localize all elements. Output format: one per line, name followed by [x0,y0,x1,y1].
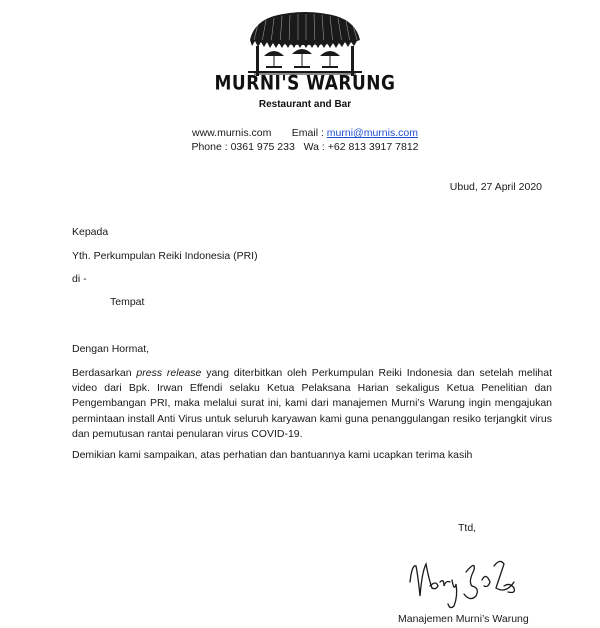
di-label: di - [72,273,87,285]
closing-paragraph: Demikian kami sampaikan, atas perhatian dan bantuannya kami ucapkan terima kasih [72,449,473,461]
email-link[interactable]: murni@murnis.com [326,127,418,139]
salutation: Dengan Hormat, [72,343,150,355]
letterhead [0,0,600,160]
website-link[interactable]: www.murnis.com [192,127,272,139]
wa-number: +62 813 3917 7812 [327,141,419,153]
handwritten-signature [396,542,526,614]
contact-line-1 [150,127,460,139]
brand-tagline: Restaurant and Bar [258,99,352,110]
email-label: Email : [291,127,324,139]
kepada-label: Kepada [72,226,109,238]
phone-label: Phone : [191,141,228,153]
place-date: Ubud, 27 April 2020 [449,181,542,193]
wa-label: Wa : [303,141,325,153]
ttd-label: Ttd, [458,522,477,534]
brand-name: MURNI'S WARUNG [214,72,396,95]
body-italic-press-release: press release [136,367,202,379]
body-text-1: Berdasarkan [72,367,137,379]
signer-name: Manajemen Murni’s Warung [398,613,529,625]
tempat-label: Tempat [110,296,145,308]
phone-number: 0361 975 233 [230,141,295,153]
recipient: Yth. Perkumpulan Reiki Indonesia (PRI) [72,250,258,262]
letter-body-paragraph [72,366,552,442]
body-text-2: yang diterbitkan oleh Perkumpulan Reiki Indonesia dan setelah melihat video dari Bpk. Irwan Effendi selaku Ketua Pelaksana Harian sekaligus Ketua Penelitian dan Pengembangan PRI, maka melalui surat ini, kami dari manajemen Murni’s Warung ingin mengajukan permintaan install Anti Virus untuk seluruh karyawan kami guna penanggulangan resiko terjangkit virus dan pemutusan rantai penularan virus COVID-19. [72,367,553,440]
contact-line-2 [150,141,460,153]
